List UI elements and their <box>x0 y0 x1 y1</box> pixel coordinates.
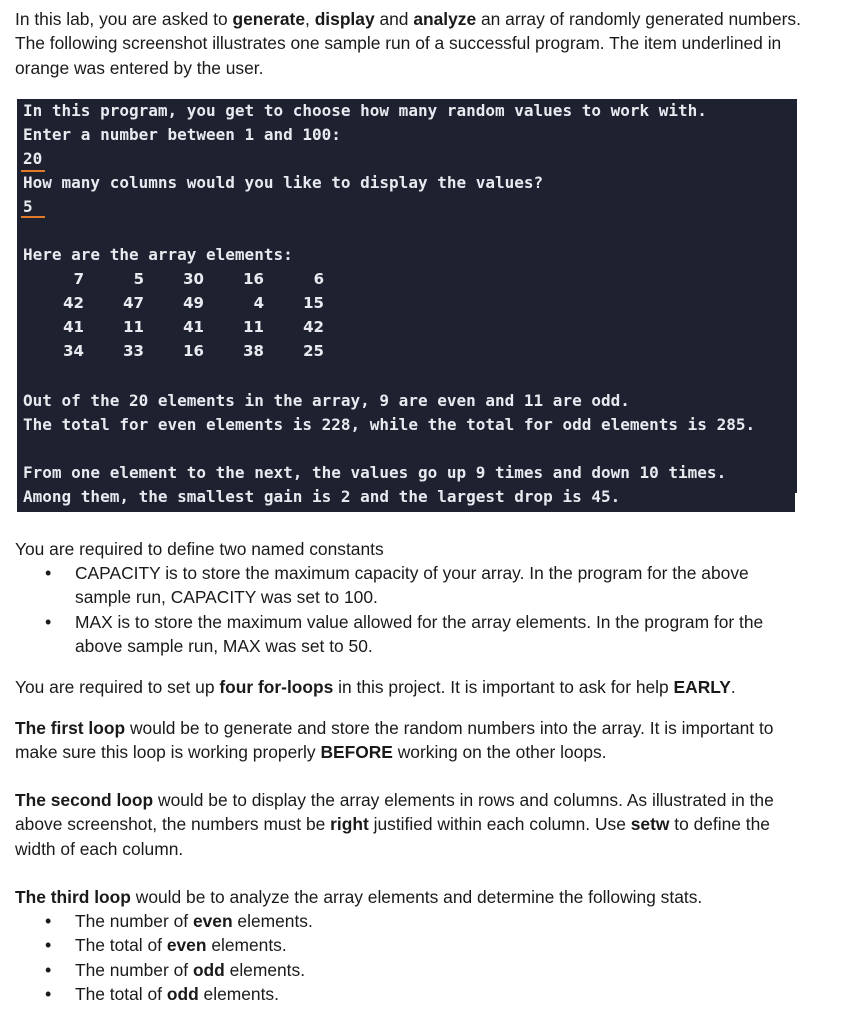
terminal-user-input-count: 20 <box>23 149 43 168</box>
array-cell: 6 <box>313 270 324 288</box>
array-cell: 42 <box>303 318 324 336</box>
stats-item-pre: The number of <box>75 911 193 931</box>
loops-intro-paragraph <box>15 675 815 699</box>
array-cell: 30 <box>183 270 204 288</box>
second-loop-text-3: to define the width of each column. <box>15 814 770 859</box>
third-loop-label: The third loop <box>15 887 131 907</box>
array-cell: 34 <box>63 342 84 360</box>
second-loop-paragraph <box>15 788 815 861</box>
terminal-line-2: Enter a number between 1 and 100: <box>23 125 341 144</box>
orange-underline-2 <box>21 216 45 218</box>
array-cell: 41 <box>183 318 204 336</box>
loops-text-2: in this project. It is important to ask for help <box>333 677 674 697</box>
third-loop-paragraph <box>15 885 815 909</box>
intro-text-3: and <box>374 9 414 29</box>
intro-bold-display: display <box>314 9 375 29</box>
constants-list <box>15 561 805 658</box>
array-cell: 4 <box>253 294 264 312</box>
stats-item <box>15 982 805 1006</box>
array-cell: 38 <box>243 342 264 360</box>
stats-item-pre: The total of <box>75 983 167 1004</box>
intro-text-4: an array of randomly generated numbers. The following screenshot illustrates one sample run of a successful program. The item underlined in orange was entered by the user. <box>15 9 801 78</box>
array-cell: 42 <box>63 294 84 312</box>
loops-text-1: You are required to set up <box>15 677 220 697</box>
terminal-edge <box>795 493 797 512</box>
terminal-line-1: In this program, you get to choose how many random values to work with. <box>23 101 707 120</box>
array-cell: 16 <box>243 270 264 288</box>
stats-item-post: elements. <box>198 983 279 1004</box>
terminal-screenshot <box>17 99 797 512</box>
stats-list <box>15 909 805 1006</box>
array-cell: 16 <box>183 342 204 360</box>
second-loop-text-2: justified within each column. Use <box>368 814 631 835</box>
array-cell: 41 <box>63 318 84 336</box>
intro-paragraph <box>15 7 815 80</box>
array-cell: 11 <box>243 318 264 336</box>
stats-item-post: elements. <box>232 911 313 931</box>
loops-text-3: . <box>730 677 736 697</box>
array-cell: 33 <box>123 342 144 360</box>
stats-item-bold: odd <box>192 959 225 980</box>
stats-item <box>15 958 805 982</box>
loops-bold-early: EARLY <box>673 677 731 697</box>
first-loop-label: The first loop <box>15 718 126 738</box>
terminal-line-9: From one element to the next, the values go up 9 times and down 10 times. <box>23 463 727 482</box>
array-cell: 5 <box>133 270 144 288</box>
third-loop-text-1: would be to analyze the array elements and determine the following stats. <box>130 887 703 907</box>
first-loop-text-1: would be to generate and store the random numbers into the array. It is important to make sure this loop is working properly <box>15 718 774 763</box>
terminal-line-4: How many columns would you like to display the values? <box>23 173 544 192</box>
stats-item-pre: The number of <box>75 959 193 980</box>
array-cell: 25 <box>303 342 324 360</box>
second-loop-text-1: would be to display the array elements in rows and columns. As illustrated in the above screenshot, the numbers must be <box>15 790 774 835</box>
stats-item-pre: The total of <box>75 935 167 956</box>
array-cell: 47 <box>123 294 144 312</box>
array-cell: 49 <box>183 294 204 312</box>
loops-bold-four: four for-loops <box>219 677 334 697</box>
stats-item-post: elements. <box>224 959 306 980</box>
stats-item-bold: even <box>166 935 207 956</box>
terminal-line-10: Among them, the smallest gain is 2 and the largest drop is 45. <box>23 487 621 506</box>
terminal-user-input-columns: 5 <box>23 197 33 216</box>
stats-item <box>15 909 805 933</box>
second-loop-label: The second loop <box>15 790 154 810</box>
terminal-line-7: Out of the 20 elements in the array, 9 are even and 11 are odd. <box>23 391 630 410</box>
array-cell: 11 <box>123 318 144 336</box>
intro-text-1: In this lab, you are asked to <box>15 9 233 29</box>
second-loop-bold-setw: setw <box>630 814 670 835</box>
array-cell: 15 <box>303 294 324 312</box>
terminal-line-6: Here are the array elements: <box>23 245 293 264</box>
constants-heading: You are required to define two named constants <box>15 539 384 559</box>
array-cell: 7 <box>73 270 84 288</box>
constants-item-max: • MAX is to store the maximum value allowed for the array elements. In the program for the above sample run, MAX was set to 50. <box>15 610 805 659</box>
intro-bold-generate: generate <box>232 9 306 29</box>
terminal-line-8: The total for even elements is 228, while the total for odd elements is 285. <box>23 415 756 434</box>
second-loop-bold-right: right <box>330 814 369 835</box>
orange-underline-1 <box>21 170 45 172</box>
first-loop-bold-before: BEFORE <box>320 742 393 763</box>
constants-item-capacity: • CAPACITY is to store the maximum capacity of your array. In the program for the above sample run, CAPACITY was set to 100. <box>15 561 805 610</box>
first-loop-text-2: working on the other loops. <box>392 742 607 763</box>
stats-item <box>15 933 805 957</box>
first-loop-paragraph <box>15 716 815 765</box>
stats-item-post: elements. <box>206 935 287 956</box>
stats-item-bold: even <box>192 911 233 931</box>
intro-bold-analyze: analyze <box>413 9 477 29</box>
stats-item-bold: odd <box>166 983 199 1004</box>
intro-text-2: , <box>305 9 315 29</box>
